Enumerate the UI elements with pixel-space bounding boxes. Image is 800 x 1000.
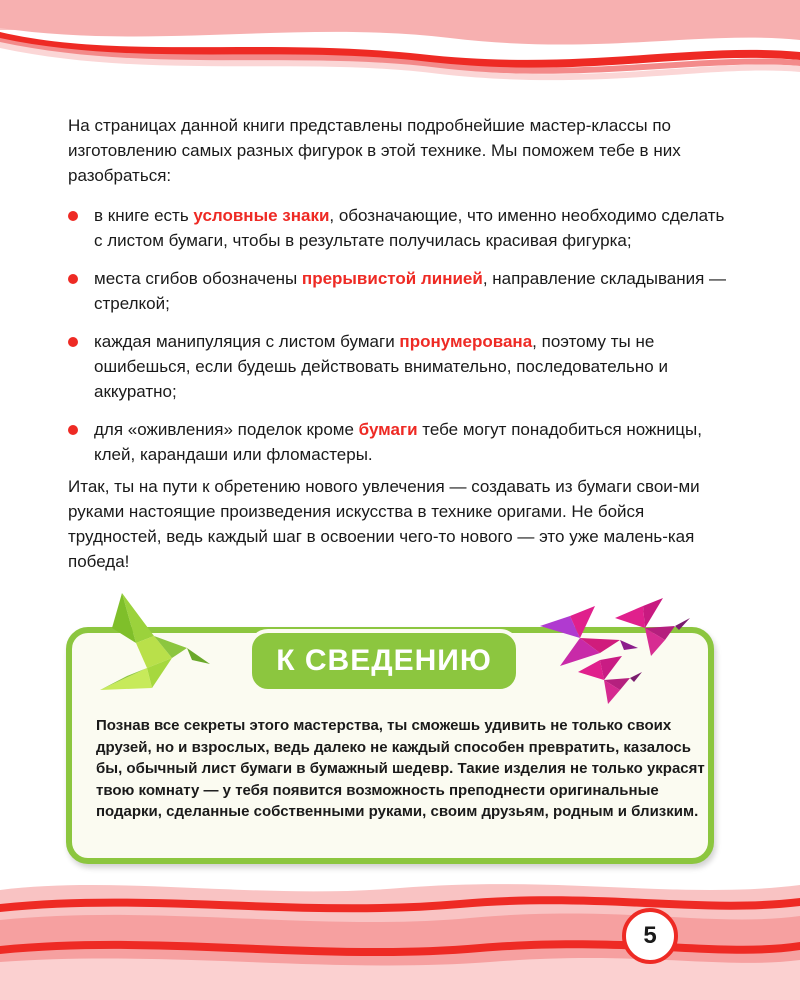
list-item: каждая манипуляция с листом бумаги пронумерована, поэтому ты не ошибешься, если будешь действовать внимательно, последовательно и аккуратно; xyxy=(68,329,728,404)
bullet-list xyxy=(68,203,728,480)
top-wave-decoration xyxy=(0,0,800,90)
red-dot-icon xyxy=(68,211,78,221)
bottom-wave-decoration xyxy=(0,870,800,1000)
highlight-text: пронумерована xyxy=(399,332,533,351)
highlight-text: условные знаки xyxy=(193,206,330,225)
list-item: в книге есть условные знаки, обозначающие, что именно необходимо сделать с листом бумаги, чтобы в результате получилась красивая фигурка; xyxy=(68,203,728,253)
list-item: места сгибов обозначены прерывистой линией, направление складывания — стрелкой; xyxy=(68,266,728,316)
outro-paragraph: Итак, ты на пути к обретению нового увлечения — создавать из бумаги свои-ми руками настоящие произведения искусства в технике оригами. Не бойся трудностей, ведь каждый шаг в освоении чего-то нового — это уже малень-кая победа! xyxy=(68,477,700,571)
list-item: для «оживления» поделок кроме бумаги тебе могут понадобиться ножницы, клей, карандаши или фломастеры. xyxy=(68,417,728,467)
red-dot-icon xyxy=(68,425,78,435)
origami-bird-icon xyxy=(92,588,217,698)
info-box-title: К СВЕДЕНИЮ xyxy=(248,629,520,693)
highlight-text: бумаги xyxy=(358,420,418,439)
origami-bird-icon xyxy=(615,598,690,658)
origami-bird-icon xyxy=(578,654,643,706)
highlight-text: прерывистой линией xyxy=(301,269,483,288)
info-box-text: Познав все секреты этого мастерства, ты сможешь удивить не только своих друзей, но и взрослых, ведь далеко не каждый способен превратить, казалось бы, обычный лист бумаги в бумажный шедевр. Такие изделия не только украсят твою комнату — у тебя появится возможность преподнести оригинальные подарки, сделанные собственными руками, своим друзьям, родным и близким. xyxy=(96,717,705,820)
red-dot-icon xyxy=(68,274,78,284)
page-number: 5 xyxy=(622,908,678,964)
intro-paragraph: На страницах данной книги представлены подробнейшие мастер-классы по изготовлению самых разных фигурок в этой технике. Мы поможем тебе в них разобраться: xyxy=(68,116,681,185)
red-dot-icon xyxy=(68,337,78,347)
